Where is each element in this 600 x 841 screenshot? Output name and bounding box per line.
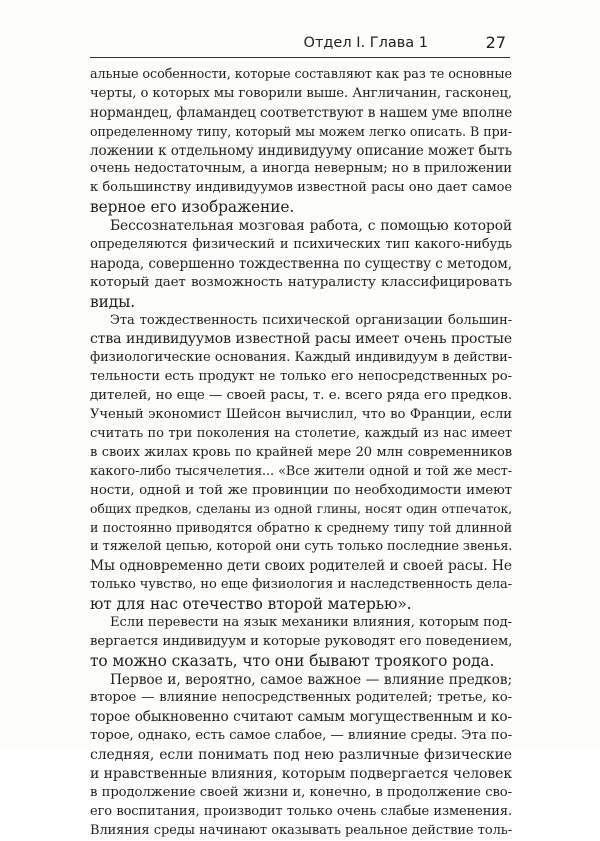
text-line: верное его изображение. (90, 198, 295, 217)
text-line: торое обыкновенно считают самым могущественным и ко- (90, 709, 512, 726)
text-line: ства индивидуумов известной расы имеет очень простые (90, 331, 512, 348)
running-head (90, 33, 510, 55)
text-line: Мы одновременно дети своих родителей и своей расы. Не (90, 558, 512, 575)
text-line: ности, одной и той же провинции по необходимости имеют (90, 482, 512, 498)
text-line: очень недостаточным, а иногда неверным; но в приложении (90, 161, 512, 177)
text-line: физиологические основания. Каждый индивидуум в действи- (90, 350, 512, 366)
text-line: Бессознательная мозговая работа, с помощью которой (110, 218, 512, 235)
page-number: 27 (485, 33, 506, 52)
text-line: Если перевести на язык механики влияния, которым под- (110, 614, 512, 630)
text-line: то можно сказать, что они бывают трoякого рода. (90, 651, 495, 670)
text-line: Первое и, вероятно, самое важное — влияние предков; (110, 671, 512, 688)
text-line: Ученый экономист Шейсон вычислил, что во Франции, если (90, 407, 512, 423)
text-line: ют для нас отечество второй матерью». (90, 594, 412, 613)
text-line: и постоянно приводятся обратно к среднему типу той длинной (90, 520, 512, 536)
text-line: определенному типу, который мы можем легко описать. В при- (90, 123, 512, 139)
text-line: нормандец, фламандец соответствуют в нашем уме вполне (90, 104, 513, 121)
text-line: определяются физический и психических тип какого-нибудь (90, 237, 512, 253)
text-line: народа, совершенно тождественна по существу с методом, (90, 255, 512, 272)
text-line: который дает возможность натуралисту классифицировать (90, 274, 512, 290)
text-line: считать по три поколения на столетие, каждый из нас имеет (90, 425, 512, 441)
text-line: его воспитания, производит только очень слабые изменения. (90, 803, 512, 819)
text-line: какого-либо тысячелетия... «Все жители одной и той же мест- (90, 463, 512, 479)
header-rule (90, 57, 510, 58)
text-line: в продолжение своей жизни и, конечно, в продолжение сво- (90, 784, 512, 800)
text-line: дителей, но еще — своей расы, т. е. всего ряда его предков. (90, 388, 512, 404)
body-text (90, 66, 512, 841)
text-line: Влияния среды начинают оказывать реальное действие толь- (90, 822, 512, 838)
text-line: общих предков, сделаны из одной глины, носят один отпечаток, (90, 501, 512, 517)
text-line: в своих жилах кровь по крайней мере 20 млн современников (90, 444, 512, 460)
text-line: вергается индивидуум и которые руководят его поведением, (90, 633, 513, 649)
text-line: только чувство, но еще физиология и наследственность дела- (90, 577, 512, 593)
text-line: второе — влияние непосредственных родителей; третье, ко- (90, 690, 512, 706)
text-line: альные особенности, которые составляют как раз те основные (90, 67, 512, 82)
text-line: черты, о которых мы говорили выше. Англичанин, гасконец, (90, 85, 512, 101)
text-line: торое, однако, есть самое слабое, — влияние среды. Эта по- (90, 728, 512, 744)
text-line: тельности есть продукт не только его непосредственных ро- (90, 369, 512, 385)
text-line: ложении к отдельному индивидууму описание может быть (90, 142, 512, 159)
text-line: следняя, если понимать под нею различные физические (90, 747, 512, 764)
text-line: виды. (90, 292, 136, 311)
text-line: и нравственные влияния, которым подвергается человек (90, 765, 512, 782)
text-line: Эта тождественность психической организации большин- (110, 312, 512, 328)
text-line: и тяжелой цепью, которой они суть только последние звенья. (90, 539, 513, 555)
running-title: Отдел I. Глава 1 (303, 35, 428, 51)
text-line: к большинству индивидуумов известной расы оно дает самое (90, 180, 512, 196)
